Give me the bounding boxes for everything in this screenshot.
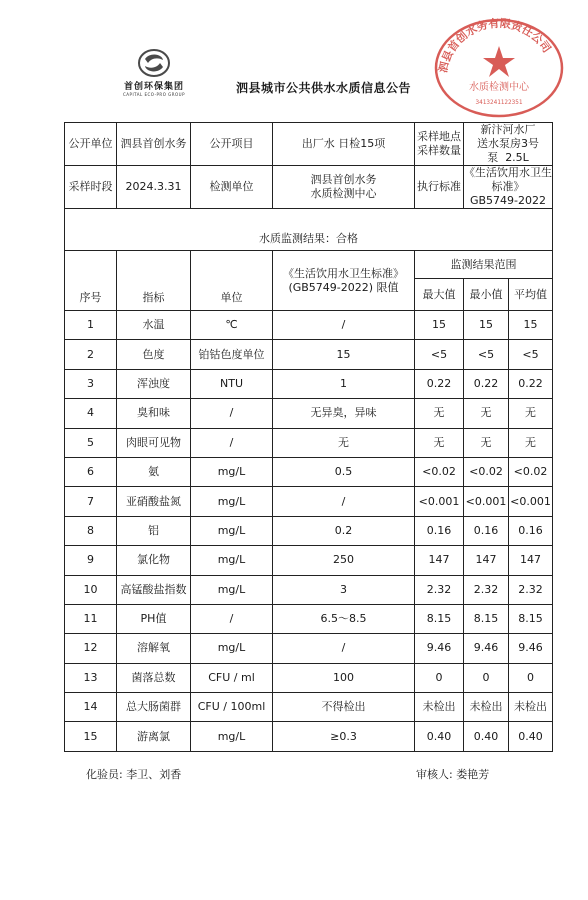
site-name: 新汴河水厂: [480, 123, 536, 136]
stamp-digits: 3413241122351: [475, 99, 523, 106]
col-range: 监测结果范围: [415, 251, 553, 279]
cell-name: 色度: [117, 340, 191, 369]
cell-avg: 0: [509, 663, 553, 692]
cell-limit: 250: [273, 546, 415, 575]
data-rows: [65, 311, 553, 752]
cell-limit: 3: [273, 575, 415, 604]
cell-limit: 0.2: [273, 516, 415, 545]
label-site-qty: [415, 123, 464, 166]
col-unit: 单位: [191, 251, 273, 311]
table-row: [65, 693, 553, 722]
cell-max: 0.22: [415, 369, 464, 398]
cell-name: 溶解氧: [117, 634, 191, 663]
col-no: 序号: [65, 251, 117, 311]
publish-item: 出厂水 日检15项: [273, 123, 415, 166]
sample-qty: 2.5L: [505, 151, 529, 164]
cell-min: 未检出: [464, 693, 509, 722]
header-row-1: [65, 123, 553, 166]
cell-limit: 无异臭，异味: [273, 399, 415, 428]
cell-name: 肉眼可见物: [117, 428, 191, 457]
cell-max: 9.46: [415, 634, 464, 663]
site-detail: 送水泵房3号泵 2.5L: [477, 137, 539, 164]
table-row: [65, 457, 553, 486]
cell-avg: <0.001: [509, 487, 553, 516]
cell-name: 菌落总数: [117, 663, 191, 692]
label-time: 采样时段: [65, 166, 117, 209]
cell-unit: /: [191, 428, 273, 457]
cell-min: 无: [464, 428, 509, 457]
cell-limit: 0.5: [273, 457, 415, 486]
cell-limit: 1: [273, 369, 415, 398]
cell-limit: 15: [273, 340, 415, 369]
water-quality-table: [64, 122, 553, 752]
cell-max: <0.001: [415, 487, 464, 516]
cell-max: 0.40: [415, 722, 464, 751]
cell-name: 氨: [117, 457, 191, 486]
cell-avg: 15: [509, 311, 553, 340]
company-logo: [112, 48, 196, 106]
cell-unit: /: [191, 604, 273, 633]
cell-unit: mg/L: [191, 546, 273, 575]
cell-limit: /: [273, 311, 415, 340]
cell-name: 水温: [117, 311, 191, 340]
cell-min: <0.001: [464, 487, 509, 516]
cell-name: 总大肠菌群: [117, 693, 191, 722]
cell-unit: ℃: [191, 311, 273, 340]
table-row: [65, 369, 553, 398]
cell-avg: <5: [509, 340, 553, 369]
page-title: 泗县城市公共供水水质信息公告: [236, 81, 412, 95]
cell-max: 无: [415, 428, 464, 457]
cell-min: 0: [464, 663, 509, 692]
cell-max: 15: [415, 311, 464, 340]
table-row: [65, 516, 553, 545]
table-row: [65, 663, 553, 692]
cell-limit: 不得检出: [273, 693, 415, 722]
cell-limit: /: [273, 634, 415, 663]
label-lab: 检测单位: [191, 166, 273, 209]
std-name: 《生活饮用水卫生标准》: [464, 166, 552, 193]
cell-max: 8.15: [415, 604, 464, 633]
reviewer: 审核人: 娄艳芳: [416, 768, 490, 781]
cell-max: 147: [415, 546, 464, 575]
cell-limit: 无: [273, 428, 415, 457]
cell-unit: mg/L: [191, 634, 273, 663]
cell-unit: 铂钴色度单位: [191, 340, 273, 369]
publish-unit: 泗县首创水务: [117, 123, 191, 166]
cell-avg: 无: [509, 399, 553, 428]
cell-min: 8.15: [464, 604, 509, 633]
cell-avg: 0.16: [509, 516, 553, 545]
lab-value: [273, 166, 415, 209]
cell-name: 臭和味: [117, 399, 191, 428]
cell-no: 6: [65, 457, 117, 486]
cell-name: 高锰酸盐指数: [117, 575, 191, 604]
col-min: 最小值: [464, 279, 509, 311]
cell-unit: mg/L: [191, 487, 273, 516]
cell-no: 1: [65, 311, 117, 340]
lab-name-2: 水质检测中心: [310, 187, 377, 200]
cell-unit: /: [191, 399, 273, 428]
cell-no: 13: [65, 663, 117, 692]
label-qty: 采样数量: [417, 144, 461, 157]
cell-no: 2: [65, 340, 117, 369]
table-row: [65, 487, 553, 516]
official-stamp: [428, 8, 570, 118]
col-limit: [273, 251, 415, 311]
table-row: [65, 340, 553, 369]
cell-no: 9: [65, 546, 117, 575]
table-row: [65, 722, 553, 751]
cell-max: <0.02: [415, 457, 464, 486]
cell-limit: 6.5～8.5: [273, 604, 415, 633]
cell-max: 未检出: [415, 693, 464, 722]
cell-min: 147: [464, 546, 509, 575]
result-line: 水质监测结果：合格: [65, 229, 553, 251]
cell-avg: <0.02: [509, 457, 553, 486]
cell-avg: 0.22: [509, 369, 553, 398]
table-row: [65, 575, 553, 604]
table-row: [65, 604, 553, 633]
cell-max: <5: [415, 340, 464, 369]
cell-no: 14: [65, 693, 117, 722]
sample-time: 2024.3.31: [117, 166, 191, 209]
col-limit-line2: (GB5749-2022) 限值: [288, 280, 399, 294]
label-site: 采样地点: [417, 130, 461, 143]
cell-min: 15: [464, 311, 509, 340]
cell-no: 7: [65, 487, 117, 516]
cell-name: 游离氯: [117, 722, 191, 751]
cell-unit: CFU / ml: [191, 663, 273, 692]
table-row: [65, 546, 553, 575]
label-unit: 公开单位: [65, 123, 117, 166]
result-row: [65, 229, 553, 251]
blank-row: [65, 209, 553, 229]
cell-avg: 无: [509, 428, 553, 457]
cell-min: <0.02: [464, 457, 509, 486]
cell-no: 12: [65, 634, 117, 663]
table-row: [65, 311, 553, 340]
cell-no: 15: [65, 722, 117, 751]
stamp-star-icon: [483, 46, 515, 77]
cell-name: 氯化物: [117, 546, 191, 575]
std-value: [464, 166, 553, 209]
table-row: [65, 634, 553, 663]
col-limit-line1: 《生活饮用水卫生标准》: [283, 266, 404, 280]
cell-min: 0.22: [464, 369, 509, 398]
cell-unit: mg/L: [191, 722, 273, 751]
cell-no: 8: [65, 516, 117, 545]
cell-min: 0.16: [464, 516, 509, 545]
col-indicator: 指标: [117, 251, 191, 311]
cell-min: 0.40: [464, 722, 509, 751]
cell-limit: /: [273, 487, 415, 516]
cell-name: 浑浊度: [117, 369, 191, 398]
cell-unit: mg/L: [191, 457, 273, 486]
table-row: [65, 399, 553, 428]
cell-min: 2.32: [464, 575, 509, 604]
cell-limit: ≥0.3: [273, 722, 415, 751]
cell-no: 11: [65, 604, 117, 633]
cell-name: PH值: [117, 604, 191, 633]
label-item: 公开项目: [191, 123, 273, 166]
cell-min: <5: [464, 340, 509, 369]
column-header-row-1: [65, 251, 553, 279]
stamp-inner-text: 水质检测中心: [469, 82, 529, 93]
cell-name: 铝: [117, 516, 191, 545]
testers: 化验员: 李卫、刘香: [86, 768, 182, 781]
cell-unit: mg/L: [191, 575, 273, 604]
logo-swirl-icon: [136, 48, 172, 78]
cell-no: 10: [65, 575, 117, 604]
cell-limit: 100: [273, 663, 415, 692]
cell-avg: 未检出: [509, 693, 553, 722]
cell-avg: 9.46: [509, 634, 553, 663]
col-avg: 平均值: [509, 279, 553, 311]
cell-unit: CFU / 100ml: [191, 693, 273, 722]
cell-no: 5: [65, 428, 117, 457]
cell-no: 3: [65, 369, 117, 398]
col-max: 最大值: [415, 279, 464, 311]
stamp-ring-text: 泗县首创水务有限责任公司: [436, 16, 554, 75]
cell-min: 9.46: [464, 634, 509, 663]
label-std: 执行标准: [415, 166, 464, 209]
site-value: [464, 123, 553, 166]
cell-max: 0: [415, 663, 464, 692]
cell-name: 亚硝酸盐氮: [117, 487, 191, 516]
cell-max: 无: [415, 399, 464, 428]
std-code: GB5749-2022: [469, 194, 547, 207]
cell-min: 无: [464, 399, 509, 428]
cell-no: 4: [65, 399, 117, 428]
cell-avg: 8.15: [509, 604, 553, 633]
cell-unit: NTU: [191, 369, 273, 398]
cell-unit: mg/L: [191, 516, 273, 545]
cell-avg: 2.32: [509, 575, 553, 604]
lab-name: 泗县首创水务: [310, 173, 377, 186]
header-row-2: [65, 166, 553, 209]
cell-max: 0.16: [415, 516, 464, 545]
logo-name-cn: 首创环保集团: [123, 82, 184, 92]
cell-max: 2.32: [415, 575, 464, 604]
cell-avg: 147: [509, 546, 553, 575]
table-row: [65, 428, 553, 457]
logo-name-en: CAPITAL ECO-PRO GROUP: [123, 92, 185, 97]
cell-avg: 0.40: [509, 722, 553, 751]
